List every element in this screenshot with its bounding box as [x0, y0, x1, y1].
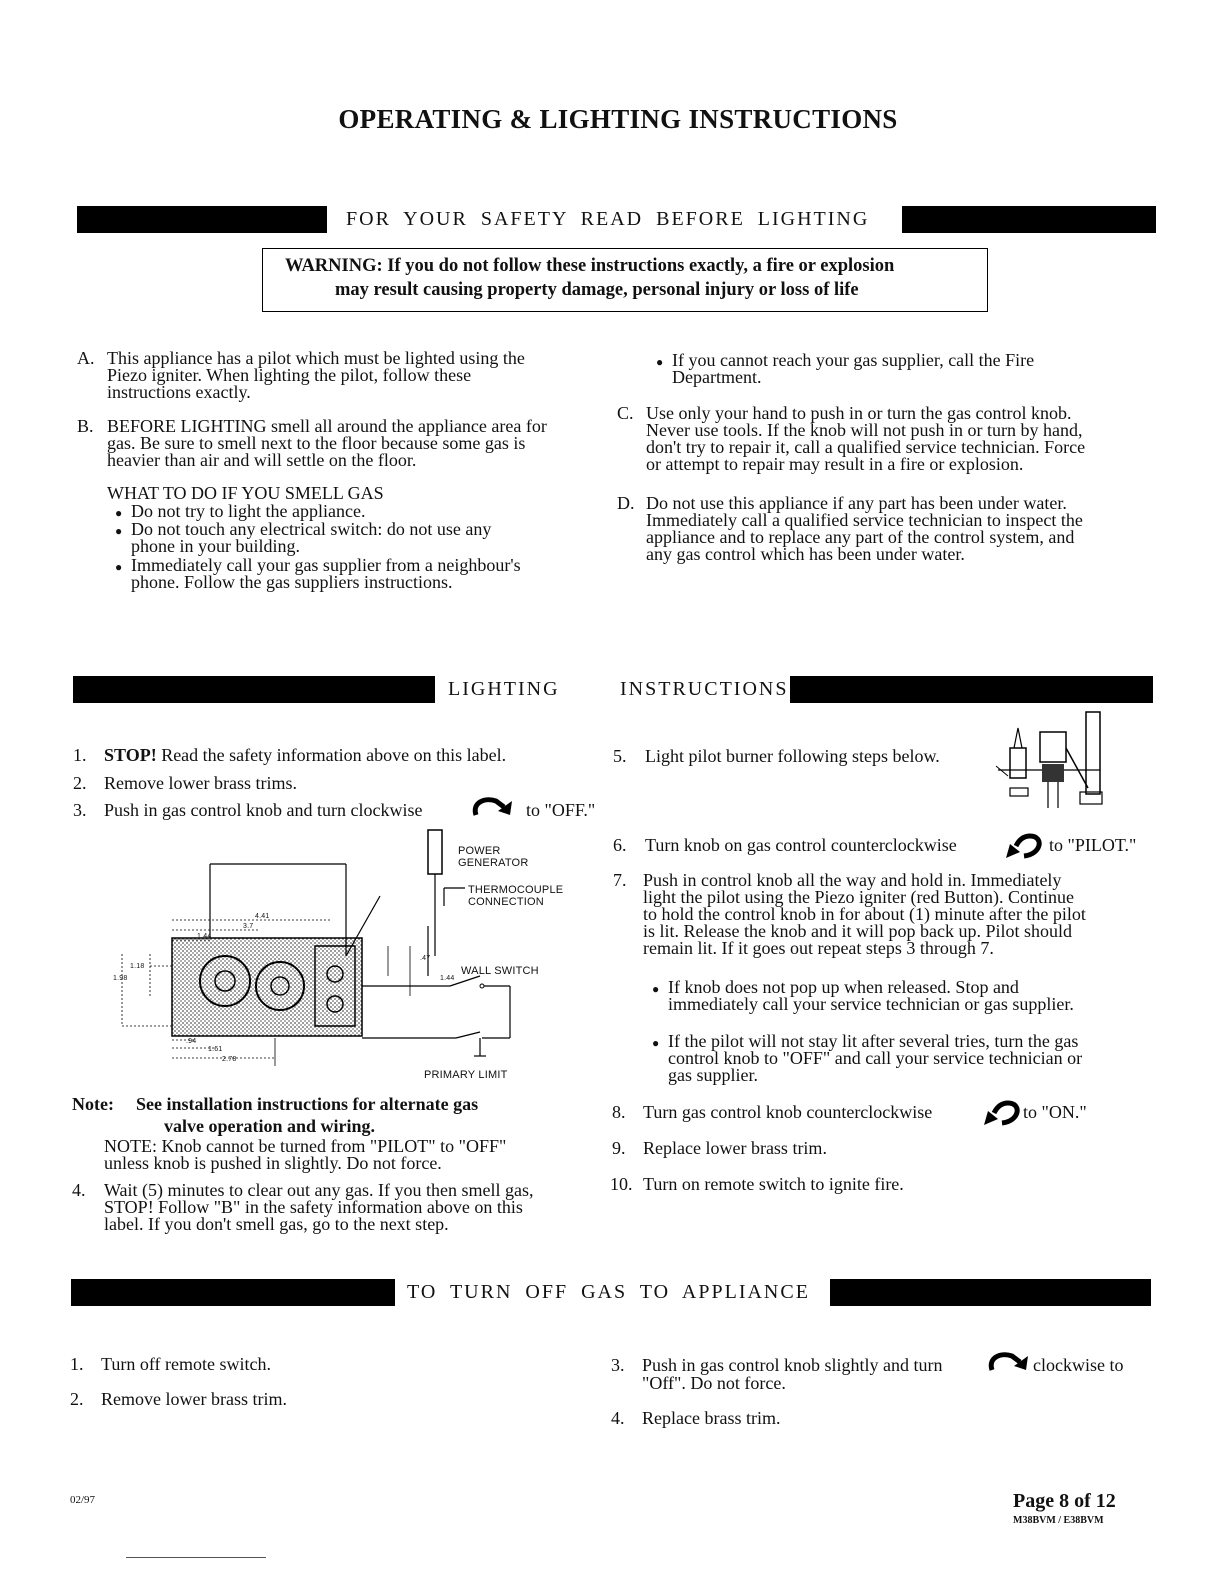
footer-date: 02/97: [70, 1494, 96, 1506]
thermocouple-label: THERMOCOUPLE CONNECTION: [468, 884, 564, 908]
step-6-number: 6.: [613, 835, 627, 855]
header-bar-right: [830, 1279, 1151, 1306]
footer-model: M38BVM / E38BVM: [1013, 1515, 1104, 1526]
step-1-number: 1.: [73, 745, 87, 765]
step-10-text: Turn on remote switch to ignite fire.: [643, 1174, 904, 1194]
item-B-text: BEFORE LIGHTING smell all around the appliance area for gas. Be sure to smell next to the floor because some gas is heavier than air and will settle on the floor.: [107, 416, 547, 470]
dim-label: .94: [186, 1038, 197, 1045]
turnoff-step-3-text: Push in gas control knob slightly and turn: [642, 1355, 943, 1375]
turnoff-step-3-end: clockwise to: [1033, 1355, 1124, 1375]
step-5-number: 5.: [613, 746, 627, 766]
footer-page-number: Page 8 of 12: [1013, 1490, 1116, 1512]
step-6-text: Turn knob on gas control counterclockwise: [645, 835, 957, 855]
turnoff-step-1-text: Turn off remote switch.: [101, 1354, 271, 1374]
turnoff-step-2-text: Remove lower brass trim.: [101, 1389, 287, 1409]
header-bar-left: [77, 206, 327, 233]
footer-rule: [126, 1557, 266, 1558]
dim-label: 1.61: [208, 1046, 223, 1053]
step-7-text: Push in control knob all the way and hold in. Immediately light the pilot using the Piezo igniter (red Button). Continue to hold the control knob in for about (1) minute after the pilot is lit. Release the knob and it will pop back up. Pilot should remain lit. If it goes out repeat steps 3 through 7.: [643, 870, 1086, 958]
clockwise-arrow-icon: [470, 795, 516, 819]
turnoff-header: TO TURN OFF GAS TO APPLIANCE: [407, 1281, 810, 1303]
turnoff-step-4-text: Replace brass trim.: [642, 1408, 781, 1428]
dim-label: 3.7: [243, 923, 254, 930]
note-text-1: See installation instructions for alternate gas: [136, 1094, 479, 1114]
step-9-text: Replace lower brass trim.: [643, 1138, 827, 1158]
lighting-header-left: LIGHTING: [448, 678, 560, 700]
step-8-end: to "ON.": [1023, 1102, 1087, 1122]
item-B-label: B.: [77, 416, 94, 436]
dim-label: 1.18: [130, 963, 145, 970]
step-8-number: 8.: [612, 1102, 626, 1122]
step-5-text: Light pilot burner following steps below.: [645, 746, 940, 766]
note-2: NOTE: Knob cannot be turned from "PILOT" to "OFF" unless knob is pushed in slightly. Do not force.: [104, 1136, 507, 1173]
step-4-number: 4.: [72, 1180, 86, 1200]
wall-switch-label: WALL SWITCH: [461, 965, 539, 977]
page-title: OPERATING & LIGHTING INSTRUCTIONS: [338, 104, 898, 134]
item-D-text: Do not use this appliance if any part has been under water. Immediately call a qualified service technician to inspect the appliance and to replace any part of the control system, and any gas control which has been under water.: [646, 493, 1083, 564]
warning-box: [262, 248, 988, 312]
note-text-2: valve operation and wiring.: [164, 1116, 376, 1136]
counterclockwise-arrow-icon: [1002, 830, 1046, 860]
header-bar-left: [71, 1279, 395, 1306]
item-C-label: C.: [617, 403, 634, 423]
header-bar-right: [902, 206, 1156, 233]
warning-line-2: may result causing property damage, personal injury or loss of life: [335, 280, 859, 300]
item-A-text: This appliance has a pilot which must be lighted using the Piezo igniter. When lighting the pilot, follow these instructions exactly.: [107, 348, 525, 402]
turnoff-step-3-line-2: "Off". Do not force.: [642, 1373, 786, 1393]
dim-label: .47: [420, 955, 431, 962]
step-4-text: Wait (5) minutes to clear out any gas. If you then smell gas, STOP! Follow "B" in the safety information above on this label. If you don't smell gas, go to the next step.: [104, 1180, 534, 1234]
smell-gas-bullet-1: ● Do not try to light the appliance.: [131, 503, 365, 520]
item-D-label: D.: [617, 493, 635, 513]
dim-label: 4.41: [255, 913, 270, 920]
primary-limit-label: PRIMARY LIMIT: [424, 1069, 508, 1081]
step-6-end: to "PILOT.": [1049, 835, 1137, 855]
turnoff-step-2-number: 2.: [70, 1389, 84, 1409]
turnoff-step-3-number: 3.: [611, 1355, 625, 1375]
turnoff-step-1-number: 1.: [70, 1354, 84, 1374]
step-2-text: Remove lower brass trims.: [104, 773, 297, 793]
note-label: Note:: [72, 1094, 114, 1114]
dim-label: 1.98: [113, 975, 128, 982]
item-C-text: Use only your hand to push in or turn the gas control knob. Never use tools. If the knob will not push in or turn by hand, don't try to repair it, call a qualified service technician. Force or attempt to repair may result in a fire or explosion.: [646, 403, 1086, 474]
header-bar-right: [790, 676, 1153, 703]
dim-label: 2.78: [222, 1056, 237, 1063]
turnoff-step-4-number: 4.: [611, 1408, 625, 1428]
header-bar-left: [73, 676, 435, 703]
fire-department-bullet: ● If you cannot reach your gas supplier, call the Fire Department.: [672, 352, 1034, 386]
lighting-header-right: INSTRUCTIONS: [620, 678, 789, 700]
power-generator: [428, 830, 442, 874]
clockwise-arrow-icon: [986, 1350, 1032, 1374]
counterclockwise-arrow-icon: [980, 1097, 1024, 1127]
dim-label: 1.44: [440, 975, 455, 982]
smell-gas-bullet-2: ● Do not touch any electrical switch: do not use any phone in your building.: [131, 521, 491, 555]
dim-label: 1.44: [197, 933, 212, 940]
step-7-number: 7.: [613, 870, 627, 890]
power-generator-label: POWER GENERATOR: [458, 845, 529, 869]
step-3-text: Push in gas control knob and turn clockwise: [104, 800, 423, 820]
smell-gas-heading: WHAT TO DO IF YOU SMELL GAS: [107, 483, 384, 503]
safety-header: FOR YOUR SAFETY READ BEFORE LIGHTING: [346, 208, 870, 230]
warning-line-1: WARNING: If you do not follow these instructions exactly, a fire or explosion: [285, 256, 895, 276]
step-7-bullet-2: ● If the pilot will not stay lit after several tries, turn the gas control knob to "OFF" and call your service technician or gas supplier.: [668, 1033, 1082, 1084]
step-3-number: 3.: [73, 800, 87, 820]
item-A-label: A.: [77, 348, 95, 368]
step-2-number: 2.: [73, 773, 87, 793]
step-3-end: to "OFF.": [526, 800, 596, 820]
step-9-number: 9.: [612, 1138, 626, 1158]
smell-gas-bullet-3: ● Immediately call your gas supplier from a neighbour's phone. Follow the gas suppliers instructions.: [131, 557, 521, 591]
step-1-text: STOP! Read the safety information above on this label.: [104, 745, 507, 765]
step-8-text: Turn gas control knob counterclockwise: [643, 1102, 933, 1122]
step-7-bullet-1: ● If knob does not pop up when released. Stop and immediately call your service technician or gas supplier.: [668, 979, 1074, 1013]
step-10-number: 10.: [610, 1174, 633, 1194]
pilot-burner-icon: [988, 708, 1116, 808]
